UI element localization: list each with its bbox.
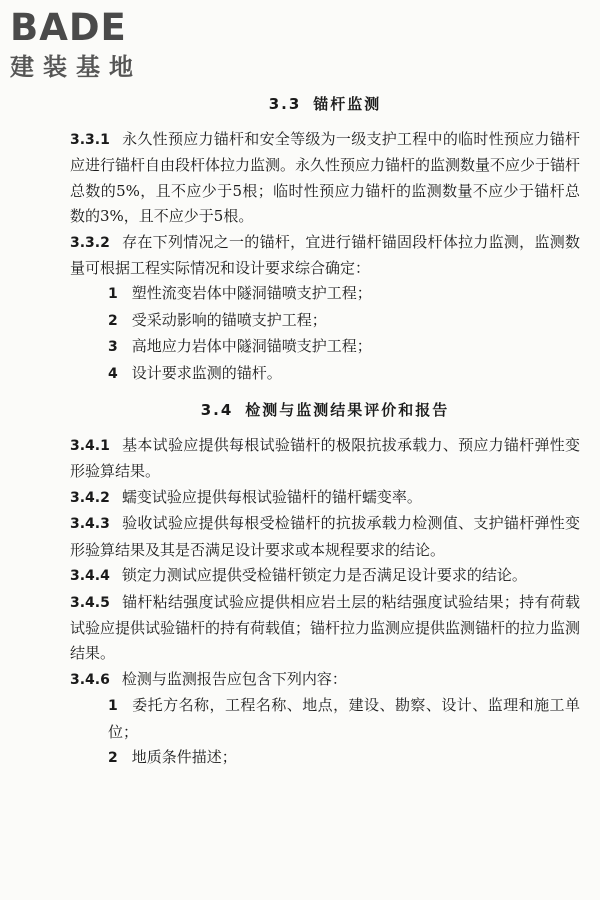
section-title: 检测与监测结果评价和报告 <box>245 401 450 420</box>
item-number: 4 <box>108 365 118 382</box>
clause <box>70 433 580 485</box>
clause-number: 3.4.4 <box>70 568 110 585</box>
item-text: 地质条件描述； <box>131 747 237 766</box>
clause-text: 存在下列情况之一的锚杆，宜进行锚杆锚固段杆体拉力监测，监测数量可根据工程实际情况和设计要求综合确定： <box>70 232 580 278</box>
clause-text: 验收试验应提供每根受检锚杆的抗拔承载力检测值、支护锚杆弹性变形验算结果及其是否满足设计要求或本规程要求的结论。 <box>70 514 580 559</box>
clause-number: 3.4.3 <box>70 516 110 533</box>
section-title: 锚杆监测 <box>313 95 382 113</box>
clause-number: 3.3.1 <box>70 132 110 148</box>
item-text: 塑性流变岩体中隧洞锚喷支护工程； <box>131 284 372 303</box>
clause-number: 3.4.5 <box>70 594 110 611</box>
clause-text: 永久性预应力锚杆和安全等级为一级支护工程中的临时性预应力锚杆应进行锚杆自由段杆体拉力监测。永久性预应力锚杆的监测数量不应少于锚杆总数的5%，且不应少于5根；临时性预应力锚杆的监测数量不应少于锚杆总数的3%，且不应少于5根。 <box>70 130 581 226</box>
clause <box>70 563 580 589</box>
clause-text: 基本试验应提供每根试验锚杆的极限抗拔承载力、预应力锚杆弹性变形验算结果。 <box>70 436 580 481</box>
item-number: 2 <box>108 749 118 766</box>
item-number: 1 <box>108 698 118 715</box>
item-text: 受采动影响的锚喷支护工程； <box>131 310 327 329</box>
clause-number: 3.4.1 <box>70 438 110 455</box>
list-item <box>70 308 580 334</box>
clause <box>70 485 580 511</box>
section-heading <box>70 399 580 421</box>
clause <box>70 511 580 563</box>
bade-logo <box>10 6 180 86</box>
list-item <box>70 693 580 745</box>
list-item <box>70 281 580 307</box>
logo-subtitle: 建装基地 <box>10 53 142 81</box>
item-text: 委托方名称，工程名称、地点，建设、勘察、设计、监理和施工单位； <box>108 696 580 741</box>
item-text: 高地应力岩体中隧洞锚喷支护工程； <box>131 337 372 356</box>
clause-number: 3.4.2 <box>70 489 110 506</box>
list-item <box>70 334 580 360</box>
clause-text: 检测与监测报告应包含下列内容： <box>121 669 347 688</box>
item-text: 设计要求监测的锚杆。 <box>131 363 282 382</box>
clause <box>70 590 580 667</box>
item-number: 3 <box>108 339 118 356</box>
document-body <box>70 93 580 771</box>
clause-number: 3.4.6 <box>70 671 110 688</box>
list-item <box>70 745 580 771</box>
section-number: 3.4 <box>200 401 234 420</box>
list-item <box>70 361 580 387</box>
item-number: 1 <box>108 286 118 303</box>
item-number: 2 <box>108 312 118 329</box>
section-heading <box>70 93 580 115</box>
logo-wordmark: BADE <box>10 6 127 49</box>
clause-text: 锁定力测试应提供受检锚杆锁定力是否满足设计要求的结论。 <box>121 566 527 585</box>
clause <box>70 667 580 693</box>
clause <box>70 230 580 282</box>
clause-number: 3.3.2 <box>70 234 110 251</box>
clause-text: 蠕变试验应提供每根试验锚杆的锚杆蠕变率。 <box>121 487 422 506</box>
clause-text: 锚杆粘结强度试验应提供相应岩土层的粘结强度试验结果；持有荷载试验应提供试验锚杆的持有荷载值；锚杆拉力监测应提供监测锚杆的拉力监测结果。 <box>70 592 581 663</box>
section-number: 3.3 <box>268 95 302 113</box>
clause <box>70 127 580 230</box>
